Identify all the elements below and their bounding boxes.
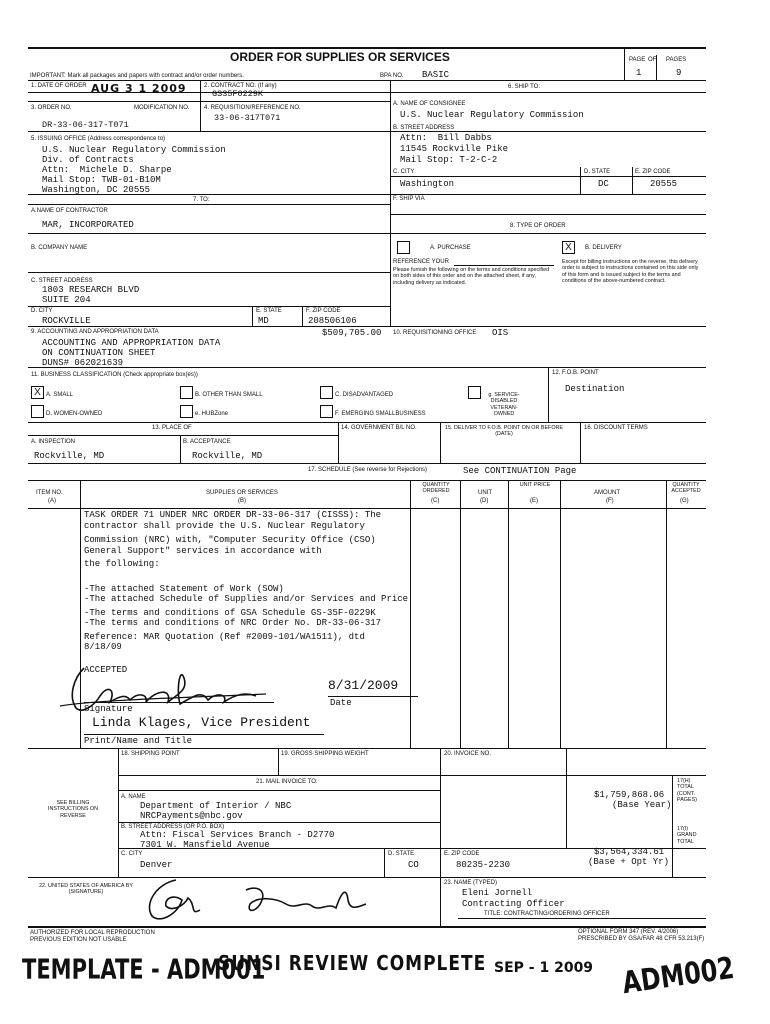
col-unit-sub: (D): [480, 498, 489, 504]
grand-total-value: $3,564,334.61: [594, 847, 665, 857]
signature-date: 8/31/2009: [328, 678, 399, 693]
footer-form-number: OPTIONAL FORM 347 (REV. 4/2006): [578, 929, 679, 935]
schedule-line: -The terms and conditions of NRC Order No. DR-33-06-317: [84, 618, 382, 628]
contract-no-value: GS35F0229K: [212, 89, 264, 99]
contractor-city-label: D. CITY: [31, 308, 53, 314]
contractor-city-value: ROCKVILLE: [42, 316, 91, 326]
officer-name: Eleni Jornell: [462, 888, 533, 898]
officer-title-label: TITLE: CONTRACTING/ORDERING OFFICER: [484, 911, 610, 917]
issuing-office-line: U.S. Nuclear Regulatory Commission: [42, 145, 226, 155]
officer-title: Contracting Officer: [462, 899, 565, 909]
contractor-state-value: MD: [258, 316, 269, 326]
women-owned-label: D. WOMEN-OWNED: [46, 411, 103, 417]
accounting-line: DUNS# 062021639: [42, 358, 124, 368]
requisition-value: 33-06-317T071: [214, 113, 281, 123]
pages-label: PAGES: [666, 57, 687, 63]
template-stamp: TEMPLATE - ADM001: [22, 954, 266, 986]
date-of-order-stamp: AUG 3 1 2009: [91, 82, 187, 95]
usa-signature-label: 22. UNITED STATES OF AMERICA BY (SIGNATURE): [39, 883, 133, 896]
ship-state-label: D. STATE: [584, 169, 611, 175]
requisitioning-office-value: OIS: [492, 328, 509, 338]
date-of-order-label: 1. DATE OF ORDER: [31, 83, 87, 89]
issuing-office-line: Mail Stop: TWB-01-B10M: [42, 175, 161, 185]
contractor-street-line: SUITE 204: [42, 295, 91, 305]
type-of-order-label: 8. TYPE OF ORDER: [510, 223, 566, 229]
contractor-street-label: C. STREET ADDRESS: [31, 278, 93, 284]
schedule-line: Reference: MAR Quotation (Ref #2009-101/WA1511), dtd: [84, 632, 365, 642]
purchase-checkbox[interactable]: [397, 241, 410, 254]
small-label: A. SMALL: [46, 392, 74, 398]
ship-via-label: F. SHIP VIA: [393, 196, 425, 202]
to-label: 7. TO:: [193, 197, 210, 203]
other-than-small-checkbox[interactable]: [180, 386, 193, 399]
print-name-label: Print/Name and Title: [84, 736, 193, 746]
invoice-no-label: 20. INVOICE NO.: [444, 751, 492, 757]
delivery-terms-text: Except for billing instructions on the reverse, this delivery order is subject to instructions contained on this side only of this form and is issued subject to the terms and conditions of the above-numbered contract.: [562, 259, 699, 284]
inspection-value: Rockville, MD: [34, 451, 105, 461]
bpa-label: BPA NO.: [380, 73, 404, 79]
deliver-by-label: 15. DELIVER TO F.O.B. POINT ON OR BEFORE (DATE): [444, 425, 564, 438]
schedule-line: -The attached Statement of Work (SOW): [84, 584, 284, 594]
continuation-note: See CONTINUATION Page: [463, 466, 577, 476]
invoice-street-line: 7301 W. Mansfield Avenue: [140, 840, 270, 850]
emerging-small-label: F. EMERGING SMALLBUSINESS: [335, 411, 426, 417]
inspection-label: A. INSPECTION: [31, 439, 76, 445]
contractor-street-line: 1803 RESEARCH BLVD: [42, 285, 140, 295]
ship-city-value: Washington: [400, 179, 455, 189]
purchase-terms-text: Please furnish the following on the terms and conditions specified on both sides of this order and on the attached sheet, if any, including delivery as indicated.: [393, 267, 550, 286]
schedule-line: Commission (NRC) with, "Computer Security Office (CSO): [84, 535, 376, 545]
grand-total-note: (Base + Opt Yr): [588, 857, 670, 867]
schedule-label: 17. SCHEDULE (See reverse for Rejections): [308, 467, 428, 473]
invoice-name-line: Department of Interior / NBC: [140, 801, 292, 811]
received-date-stamp: SEP - 1 2009: [494, 960, 594, 976]
contractor-state-label: E. STATE: [256, 308, 282, 314]
col-quantity-sub: (C): [431, 498, 440, 504]
invoice-city-label: C. CITY: [121, 851, 143, 857]
consignee-value: U.S. Nuclear Regulatory Commission: [400, 110, 584, 120]
acceptance-value: Rockville, MD: [192, 451, 263, 461]
purchase-label: A. PURCHASE: [430, 245, 471, 251]
schedule-line: TASK ORDER 71 UNDER NRC ORDER DR-33-06-317 (CISSS): The: [84, 510, 382, 520]
emerging-small-checkbox[interactable]: [320, 405, 333, 418]
ship-street-line: Attn: Bill Dabbs: [400, 133, 492, 143]
grand-total-label: 17(I) GRAND TOTAL: [677, 826, 697, 845]
hubzone-label: e. HUBZone: [195, 411, 229, 417]
col-item: ITEM NO.: [36, 490, 63, 496]
invoice-state-label: D. STATE: [388, 851, 415, 857]
issuing-office-label: 5. ISSUING OFFICE (Address correspondence to): [31, 136, 166, 142]
sunsi-review-stamp: SUNSI REVIEW COMPLETE: [218, 952, 487, 976]
total-cont-pages-value: $1,759,868.06: [594, 790, 665, 800]
shipping-point-label: 18. SHIPPING POINT: [121, 751, 180, 757]
issuing-office-line: Attn: Michele D. Sharpe: [42, 165, 172, 175]
disadvantaged-label: C. DISADVANTAGED: [335, 392, 394, 398]
invoice-street-line: Attn: Fiscal Services Branch - D2770: [140, 830, 335, 840]
accepted-label: ACCEPTED: [84, 665, 128, 675]
schedule-line: contractor shall provide the U.S. Nuclear Regulatory: [84, 521, 365, 531]
bpa-value: BASIC: [422, 70, 450, 80]
footer-previous-edition: PREVIOUS EDITION NOT USABLE: [30, 937, 127, 943]
delivery-label: B. DELIVERY: [585, 245, 622, 251]
ship-zip-label: E. ZIP CODE: [635, 169, 671, 175]
contractor-zip-label: F. ZIP CODE: [306, 308, 341, 314]
ship-zip-value: 20555: [650, 179, 678, 189]
billing-instructions: SEE BILLING INSTRUCTIONS ON REVERSE: [47, 800, 98, 819]
signer-name-title: Linda Klages, Vice President: [92, 715, 311, 730]
footer-prescribed: PRESCRIBED BY GSA/FAR 48 CFR 53.213(F): [578, 936, 705, 942]
accounting-amount: $509,705.00: [322, 328, 382, 338]
accounting-line: ON CONTINUATION SHEET: [42, 348, 156, 358]
signature-label: Signature: [84, 704, 133, 714]
col-amount: AMOUNT: [594, 490, 620, 496]
fob-point-value: Destination: [565, 384, 625, 394]
order-no-value: DR-33-06-317-T071: [42, 120, 129, 130]
schedule-line: 8/18/09: [84, 642, 122, 652]
schedule-line: the following:: [84, 559, 160, 569]
ship-state-value: DC: [598, 179, 609, 189]
contract-no-label: 2. CONTRACT NO. (If any): [204, 83, 277, 89]
fob-point-label: 12. F.O.B. POINT: [552, 370, 599, 376]
requisition-label: 4. REQUISITION/REFERENCE NO.: [204, 105, 301, 111]
contractor-name-value: MAR, INCORPORATED: [42, 220, 134, 230]
page-label: PAGE: [629, 57, 646, 63]
requisitioning-office-label: 10. REQUISITIONING OFFICE: [393, 330, 477, 336]
col-quantity: QUANTITY ORDERED: [422, 482, 450, 495]
invoice-name-line: NRCPayments@nbc.gov: [140, 811, 243, 821]
issuing-office-line: Div. of Contracts: [42, 155, 134, 165]
total-cont-pages-note: (Base Year): [612, 800, 672, 810]
invoice-state-value: CO: [408, 860, 419, 870]
issuing-office-line: Washington, DC 20555: [42, 185, 151, 195]
col-supplies: SUPPLIES OR SERVICES: [206, 490, 278, 496]
company-name-label: B. COMPANY NAME: [31, 245, 88, 251]
important-notice: IMPORTANT: Mark all packages and papers with contract and/or order numbers.: [30, 73, 244, 79]
ship-street-line: Mail Stop: T-2-C-2: [400, 155, 498, 165]
date-label: Date: [330, 698, 352, 708]
invoice-zip-label: E. ZIP CODE: [444, 851, 480, 857]
invoice-city-value: Denver: [140, 860, 173, 870]
business-classification-label: 11. BUSINESS CLASSIFICATION (Check appropriate box(es)): [31, 372, 198, 378]
service-disabled-checkbox[interactable]: [468, 386, 481, 399]
col-unit-price-sub: (E): [530, 498, 538, 504]
discount-terms-label: 16. DISCOUNT TERMS: [584, 425, 648, 431]
accounting-line: ACCOUNTING AND APPROPRIATION DATA: [42, 338, 221, 348]
schedule-line: -The attached Schedule of Supplies and/or Services and Price: [84, 594, 409, 604]
disadvantaged-checkbox[interactable]: [320, 386, 333, 399]
col-accepted-sub: (G): [680, 498, 689, 504]
officer-signature: [126, 870, 376, 926]
consignee-label: A. NAME OF CONSIGNEE: [393, 101, 466, 107]
ship-street-line: 11545 Rockville Pike: [400, 144, 509, 154]
women-owned-checkbox[interactable]: [31, 405, 44, 418]
col-item-sub: (A): [48, 498, 56, 504]
mail-invoice-label: 21. MAIL INVOICE TO:: [256, 779, 318, 785]
place-of-label: 13. PLACE OF: [152, 425, 192, 431]
modification-no-label: MODIFICATION NO.: [134, 105, 190, 111]
col-supplies-sub: (B): [238, 498, 246, 504]
of-label: OF: [648, 57, 657, 63]
footer-authorized: AUTHORIZED FOR LOCAL REPRODUCTION: [30, 930, 155, 936]
reference-your-label: REFERENCE YOUR: [393, 259, 449, 265]
ship-to-label: 6. SHIP TO:: [508, 84, 541, 90]
other-than-small-label: B. OTHER THAN SMALL: [195, 392, 263, 398]
gov-bl-label: 14. GOVERNMENT B/L NO.: [341, 425, 417, 431]
ship-street-label: B. STREET ADDRESS: [393, 125, 455, 131]
adm-stamp: ADM002: [620, 950, 737, 1001]
order-no-label: 3. ORDER NO.: [31, 105, 72, 111]
acceptance-label: B. ACCEPTANCE: [183, 439, 231, 445]
invoice-street-label: B. STREET ADDRESS (OR P.O. BOX): [121, 824, 225, 830]
gross-weight-label: 19. GROSS SHIPPING WEIGHT: [281, 751, 369, 757]
schedule-line: -The terms and conditions of GSA Schedule GS-35F-0229K: [84, 608, 376, 618]
small-checkbox[interactable]: X: [31, 386, 44, 399]
service-disabled-label: g. SERVICE-DISABLED VETERAN-OWNED: [488, 392, 520, 417]
contractor-name-label: A.NAME OF CONTRACTOR: [31, 208, 108, 214]
col-accepted: QUANTITY ACCEPTED: [671, 482, 701, 495]
accounting-label: 9. ACCOUNTING AND APPROPRIATION DATA: [31, 329, 159, 335]
form-title: ORDER FOR SUPPLIES OR SERVICES: [230, 50, 450, 64]
page-count: 9: [676, 68, 682, 78]
page-number: 1: [636, 68, 642, 78]
invoice-name-label: A. NAME: [121, 794, 146, 800]
col-unit-price: UNIT PRICE: [519, 482, 551, 488]
schedule-line: General Support" services in accordance with: [84, 546, 322, 556]
delivery-checkbox[interactable]: X: [562, 241, 575, 254]
contractor-zip-value: 208506106: [308, 316, 357, 326]
typed-name-label: 23. NAME (TYPED): [444, 880, 498, 886]
col-amount-sub: (F): [606, 498, 614, 504]
total-cont-pages-label: 17(H) TOTAL (CONT. PAGES): [677, 778, 697, 803]
col-unit: UNIT: [478, 490, 492, 496]
invoice-zip-value: 80235-2230: [456, 860, 511, 870]
ship-city-label: C. CITY: [393, 169, 415, 175]
hubzone-checkbox[interactable]: [180, 405, 193, 418]
